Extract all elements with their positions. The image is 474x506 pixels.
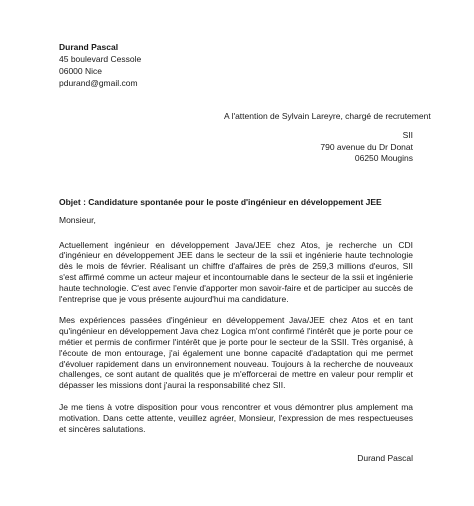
paragraph-intro: Actuellement ingénieur en développement Java/JEE chez Atos, je recherche un CDI d'ingénieur en développement JEE dans le secteur de la ssii et ingénierie haute technologie dès le mois de février. Réalisant un chiffre d'affaires de près de 259,3 millions d'euros, SII s'est affirmé comme un acteur majeur et incontournable dans le secteur de la ssii et ingénierie haute technologie. C'est avec l'envie d'apporter mon savoir-faire et de participer au succès de l'entreprise que je vous présente aujourd'hui ma candidature. (59, 239, 413, 304)
sender-email: pdurand@gmail.com (59, 78, 138, 88)
recipient-street: 790 avenue du Dr Donat (320, 141, 413, 152)
recipient-city: 06250 Mougins (354, 153, 413, 163)
paragraph-closing: Je me tiens à votre disposition pour vous rencontrer et vous démontrer plus amplement ma motivation. Dans cette attente, veuillez agréer, Monsieur, l'expression de mes respectueuses et sincères salutations. (59, 401, 413, 434)
greeting: Monsieur, (59, 214, 96, 225)
sender-city: 06000 Nice (59, 66, 103, 76)
sender-street: 45 boulevard Cessole (59, 54, 142, 64)
sender-block (59, 41, 141, 89)
letter-body (59, 197, 413, 445)
attention-line: A l'attention de Sylvain Lareyre, chargé de recrutement (224, 111, 431, 121)
subject-line: Objet : Candidature spontanée pour le poste d'ingénieur en développement JEE (59, 197, 382, 207)
recipient-company: SII (402, 130, 413, 140)
signature: Durand Pascal (357, 453, 413, 463)
recipient-block (213, 130, 413, 165)
paragraph-experience: Mes expériences passées d'ingénieur en développement Java/JEE chez Atos et en tant qu'ingénieur en développement Java chez Logica m'ont confirmé l'intérêt que je porte pour ce métier et permis de confirmer l'intérêt que je porte pour le secteur de la SSII. Très organisé, à l'écoute de mon entourage, j'ai également une bonne capacité d'adaptation qui me permet d'évoluer rapidement dans un environnement nouveau. Toujours à la recherche de nouveaux challenges, ce sont autant de qualités que je m'efforcerai de mettre en valeur pour remplir et dépasser les missions dont j'aurai la responsabilité chez SII. (59, 315, 413, 391)
sender-name: Durand Pascal (59, 42, 119, 52)
